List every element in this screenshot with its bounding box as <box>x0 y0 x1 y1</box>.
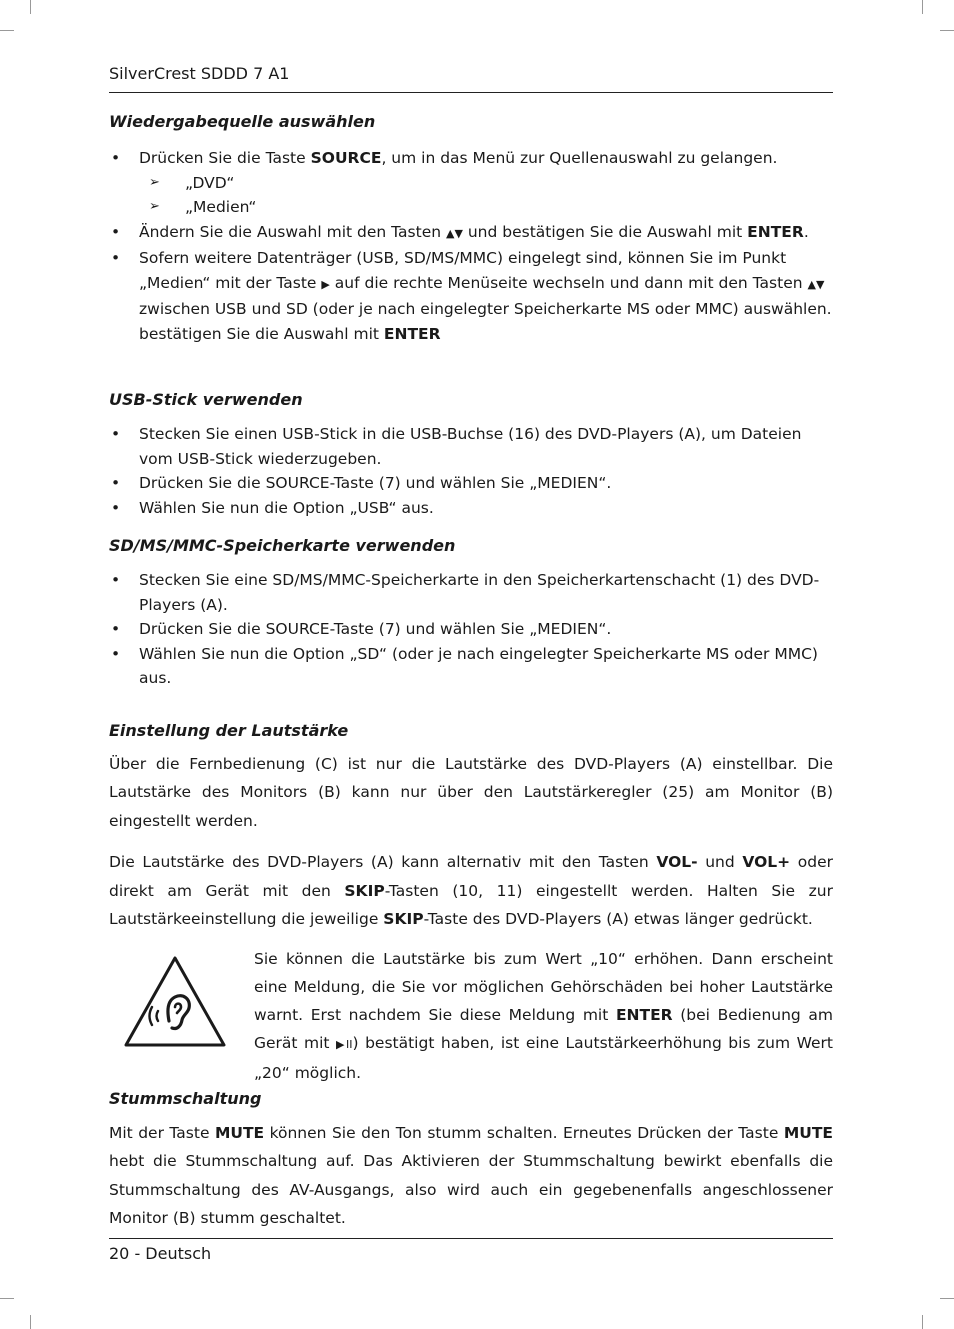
text: Sofern weitere Datenträger (USB, SD/MS/MMC) eingelegt sind, können Sie im Punkt „Medien“ mit der Taste <box>139 249 787 292</box>
crop-mark <box>30 1315 31 1329</box>
text: hebt die Stummschaltung auf. Das Aktivieren der Stummschaltung bewirkt ebenfalls die Stummschaltung des AV-Ausgangs, also wird auch ein gegebenenfalls angeschlossener Monitor (B) stumm geschaltet. <box>109 1152 833 1227</box>
page-footer: 20 - Deutsch <box>109 1244 212 1263</box>
key-label: ENTER <box>383 324 441 343</box>
footer-rule <box>109 1238 833 1239</box>
list-sd <box>109 568 833 691</box>
page-header: SilverCrest SDDD 7 A1 <box>109 64 290 83</box>
list-item <box>109 171 833 196</box>
up-down-arrow-icon: ▲▼ <box>445 226 463 240</box>
paragraph <box>109 1119 833 1233</box>
key-label: ENTER <box>747 222 804 241</box>
crop-mark <box>0 30 14 31</box>
heading-volume: Einstellung der Lautstärke <box>109 720 349 740</box>
text: Die Lautstärke des DVD-Players (A) kann alternativ mit den Tasten <box>109 853 657 871</box>
text: zwischen USB und SD (oder je nach eingelegter Speicherkarte MS oder MMC) auswählen. bestätigen Sie die Auswahl mit <box>139 300 832 343</box>
text: (bei Bedienung am Gerät mit <box>254 1005 833 1053</box>
text: -Tasten (10, 11) eingestellt werden. Halten Sie zur Lautstärkeeinstellung die jeweilige <box>109 881 833 928</box>
warning-text <box>254 945 833 1088</box>
text: Ändern Sie die Auswahl mit den Tasten <box>139 222 446 241</box>
crop-mark <box>922 1315 923 1329</box>
hearing-warning-note <box>109 945 833 1083</box>
crop-mark <box>940 1298 954 1299</box>
text: , um in das Menü zur Quellenauswahl zu gelangen. <box>381 149 778 167</box>
list-item <box>109 246 833 346</box>
play-right-icon: ▶ <box>321 277 330 291</box>
hearing-warning-icon <box>123 955 227 1049</box>
list-item: • Drücken Sie die SOURCE-Taste (7) und wählen Sie „MEDIEN“. <box>109 471 833 496</box>
heading-usb: USB-Stick verwenden <box>109 390 303 409</box>
list-item <box>109 195 833 220</box>
text: Drücken Sie die Taste <box>139 149 311 167</box>
list-item: • Stecken Sie eine SD/MS/MMC-Speicherkarte in den Speicherkartenschacht (1) des DVD-Players (A). <box>109 568 833 617</box>
heading-mute: Stummschaltung <box>109 1088 262 1108</box>
key-label: SOURCE <box>310 149 382 167</box>
list-source <box>109 146 833 346</box>
arrowhead-right-icon: ➢ <box>149 174 160 190</box>
crop-mark <box>940 30 954 31</box>
play-pause-icon: ▶II <box>336 1038 353 1052</box>
crop-mark <box>30 0 31 14</box>
paragraph <box>109 848 833 934</box>
text: -Taste des DVD-Players (A) etwas länger gedrückt. <box>423 910 813 928</box>
key-label: MUTE <box>214 1123 265 1142</box>
text: und bestätigen Sie die Auswahl mit <box>462 222 748 241</box>
key-label: MUTE <box>783 1123 833 1142</box>
crop-mark <box>922 0 923 14</box>
text: „Medien“ <box>185 198 257 216</box>
key-label: VOL+ <box>742 853 791 871</box>
list-item: • Stecken Sie einen USB-Stick in die USB-Buchse (16) des DVD-Players (A), um Dateien vom USB-Stick wiederzugeben. <box>109 422 833 471</box>
text: . <box>803 222 809 241</box>
list-item: • Wählen Sie nun die Option „USB“ aus. <box>109 496 833 521</box>
key-label: SKIP <box>344 881 385 900</box>
list-item <box>109 220 833 247</box>
list-item: • Wählen Sie nun die Option „SD“ (oder je nach eingelegter Speicherkarte MS oder MMC) aus. <box>109 642 833 691</box>
heading-source: Wiedergabequelle auswählen <box>109 112 376 131</box>
up-down-arrow-icon: ▲▼ <box>807 277 825 291</box>
text: und <box>697 853 743 871</box>
key-label: VOL- <box>656 853 698 871</box>
arrowhead-right-icon: ➢ <box>149 199 160 214</box>
text: können Sie den Ton stumm schalten. Erneutes Drücken der Taste <box>264 1123 784 1142</box>
list-usb <box>109 422 833 520</box>
list-item: • Drücken Sie die SOURCE-Taste (7) und wählen Sie „MEDIEN“. <box>109 617 833 642</box>
heading-sd: SD/MS/MMC-Speicherkarte verwenden <box>109 536 456 555</box>
crop-mark <box>0 1298 14 1299</box>
header-rule <box>109 92 833 93</box>
text: auf die rechte Menüseite wechseln und dann mit den Tasten <box>329 273 808 292</box>
paragraph: Über die Fernbedienung (C) ist nur die Lautstärke des DVD-Players (A) einstellbar. Die Lautstärke des Monitors (B) kann nur über den Lautstärkeregler (25) am Monitor (B) eingestellt werden. <box>109 754 833 830</box>
main-content <box>109 110 833 1233</box>
key-label: SKIP <box>383 910 424 928</box>
key-label: ENTER <box>615 1005 673 1024</box>
list-item <box>109 146 833 171</box>
text: „DVD“ <box>185 173 235 192</box>
text: oder direkt am Gerät mit den <box>109 853 833 900</box>
text: ) bestätigt haben, ist eine Lautstärkeerhöhung bis zum Wert „20“ möglich. <box>254 1034 833 1083</box>
text: Mit der Taste <box>109 1123 215 1142</box>
text: Sie können die Lautstärke bis zum Wert „10“ erhöhen. Dann erscheint eine Meldung, die Sie vor möglichen Gehörschäden bei hoher Lautstärke warnt. Erst nachdem Sie diese Meldung mit <box>254 949 833 1024</box>
